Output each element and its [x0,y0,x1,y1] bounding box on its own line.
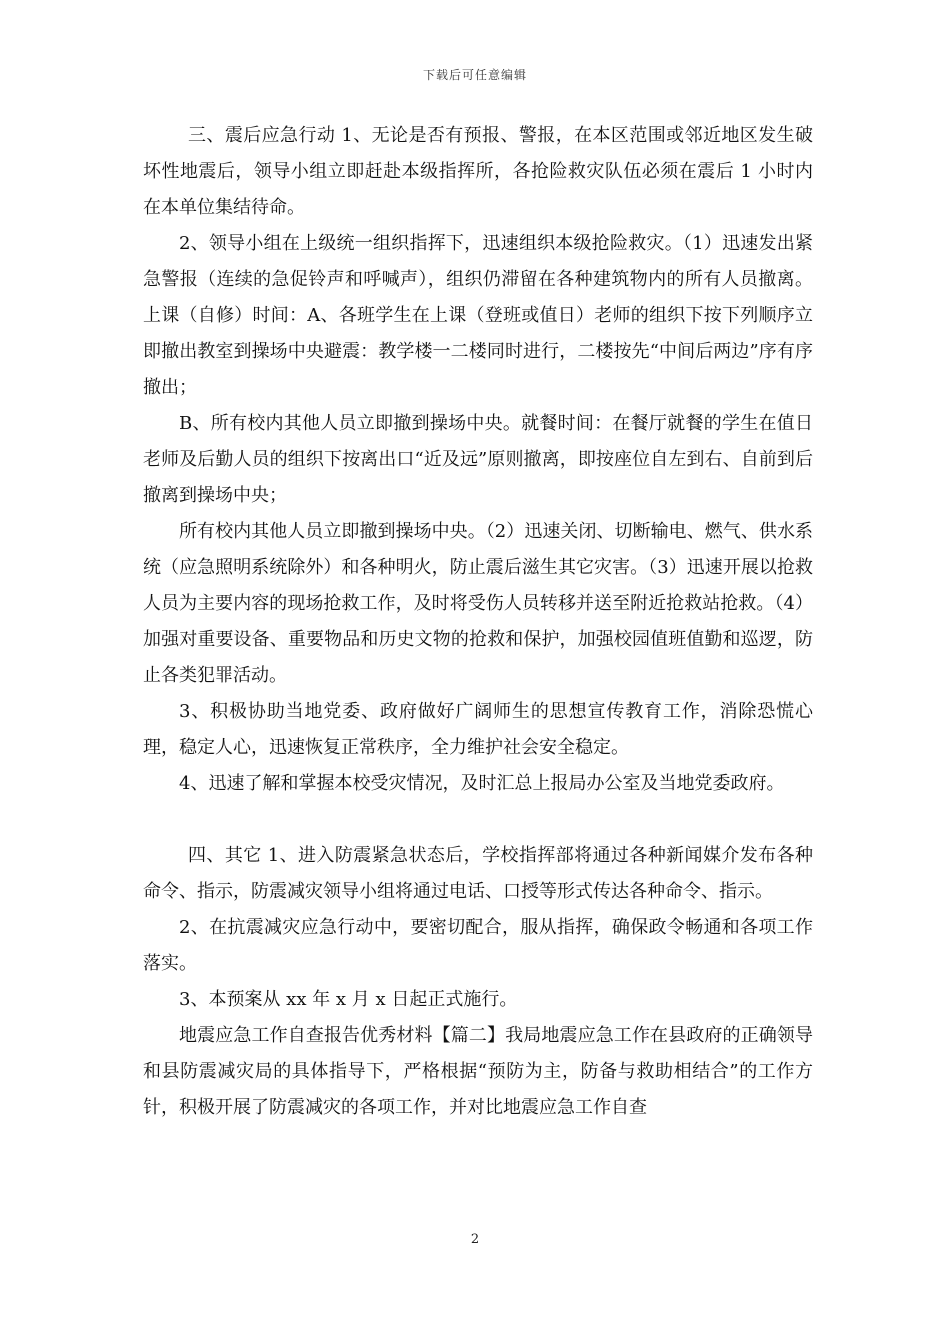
paragraph-section-4-item-3: 3、本预案从 xx 年 x 月 x 日起正式施行。 [179,989,518,1010]
paragraph-section-3-item-b: B、所有校内其他人员立即撤到操场中央。就餐时间：在餐厅就餐的学生在值日老师及后勤人员的组织下按离出口“近及远”原则撤离，即按座位自左到右、自前到后撤离到操场中央； [143,413,813,506]
section-spacer [143,802,813,838]
paragraph-section-4-item-2: 2、在抗震减灾应急行动中，要密切配合，服从指挥，确保政令畅通和各项工作落实。 [143,917,813,974]
page-header: 下载后可任意编辑 [422,68,527,82]
paragraph-section-3-item-4: 4、迅速了解和掌握本校受灾情况，及时汇总上报局办公室及当地党委政府。 [179,773,785,794]
paragraph-section-4-intro: 四、其它 1、进入防震紧急状态后，学校指挥部将通过各种新闻媒介发布各种命令、指示，防震减灾领导小组将通过电话、口授等形式传达各种命令、指示。 [143,845,813,902]
paragraph-report-part-2: 地震应急工作自查报告优秀材料【篇二】我局地震应急工作在县政府的正确领导和县防震减灾局的具体指导下，严格根据“预防为主，防备与救助相结合”的工作方针，积极开展了防震减灾的各项工作，并对比地震应急工作自查 [143,1025,813,1118]
paragraph-section-3-intro: 三、震后应急行动 1、无论是否有预报、警报，在本区范围或邻近地区发生破坏性地震后，领导小组立即赶赴本级指挥所，各抢险救灾队伍必须在震后 1 小时内在本单位集结待命。 [143,125,813,218]
document-body [143,118,813,1126]
paragraph-section-3-item-3: 3、积极协助当地党委、政府做好广阔师生的思想宣传教育工作，消除恐慌心理，稳定人心，迅速恢复正常秩序，全力维护社会安全稳定。 [143,701,813,758]
paragraph-section-3-other-staff: 所有校内其他人员立即撤到操场中央。（2）迅速关闭、切断输电、燃气、供水系统（应急照明系统除外）和各种明火，防止震后滋生其它灾害。（3）迅速开展以抢救人员为主要内容的现场抢救工作，及时将受伤人员转移并送至附近抢救站抢救。（4）加强对重要设备、重要物品和历史文物的抢救和保护，加强校园值班值勤和巡逻，防止各类犯罪活动。 [143,521,813,686]
page-number: 2 [470,1232,480,1247]
paragraph-section-3-item-2: 2、领导小组在上级统一组织指挥下，迅速组织本级抢险救灾。（1）迅速发出紧急警报（连续的急促铃声和呼喊声），组织仍滞留在各种建筑物内的所有人员撤离。上课（自修）时间：A、各班学生在上课（登班或值日）老师的组织下按下列顺序立即撤出教室到操场中央避震：教学楼一二楼同时进行，二楼按先“中间后两边”序有序撤出； [143,233,813,398]
